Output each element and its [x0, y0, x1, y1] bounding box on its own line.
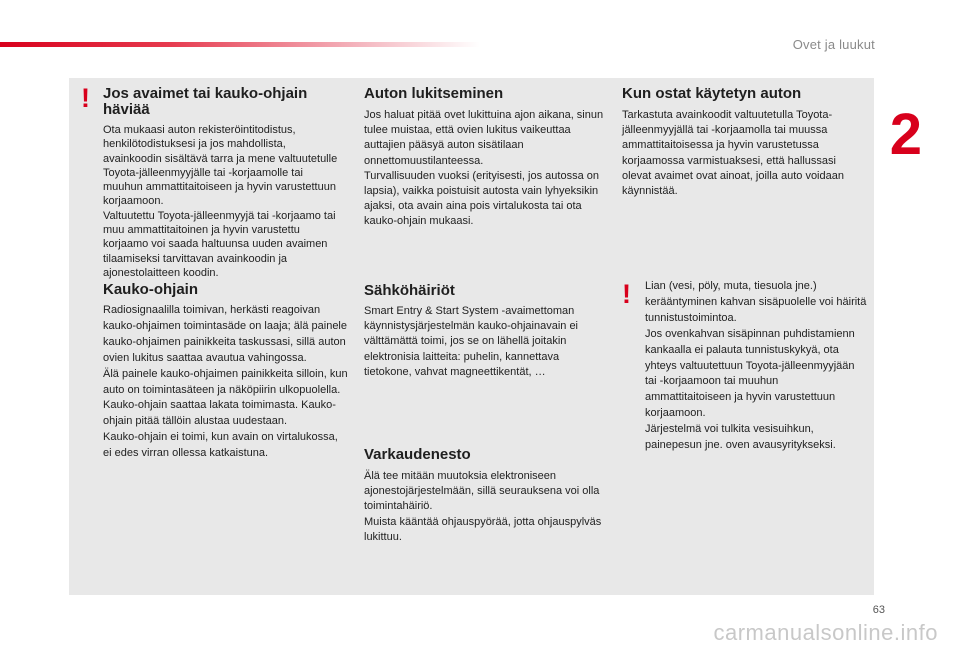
text-remote-control: Radiosignaalilla toimivan, herkästi reagoivan kauko-ohjaimen toimintasäde on laaja; älä painele kauko-ohjaimen painikkeita taskussasi, sillä auton ovien lukitus saattaa avautua vahingossa. Älä painele kauko-ohjaimen painikkeita silloin, kun auto on toimintasäteen ja näköpiirin ulkopuolella. Kauko-ohjain saattaa lakata toimimasta. Kauko-ohjain pitää tällöin alustaa uudestaan. Kauko-ohjain ei toimi, kun avain on virtalukossa, ei edes virran ollessa katkaistuna.: [103, 304, 348, 460]
page-number: 63: [872, 604, 885, 616]
heading-anti-theft: Varkaudenesto: [364, 446, 471, 463]
section-title: Ovet ja luukut: [792, 37, 875, 52]
chapter-number: 2: [889, 102, 922, 167]
warning-icon: !: [622, 279, 631, 309]
text-anti-theft: Älä tee mitään muutoksia elektroniseen ajonestojärjestelmään, sillä seurauksena voi olla toimintahäiriö. Muista kääntää ohjauspyörää, jotta ohjauspylväs lukittuu.: [364, 470, 602, 543]
header-accent-bar: [0, 42, 480, 47]
heading-lost-keys: Jos avaimet tai kauko-ohjain häviää: [103, 85, 308, 118]
text-used-car: Tarkastuta avainkoodit valtuutetulla Toyota-jälleenmyyjällä tai -korjaamolla tai muussa ammattitaitoisessa ja hyvin varustetussa korjaamossa varmistuaksesi, että hallussasi olevat avaimet ovat ainoat, joilla auto voidaan käynnistää.: [622, 109, 844, 198]
text-locking: Jos haluat pitää ovet lukittuina ajon aikana, sinun tulee muistaa, että ovien lukitus vaikeuttaa auttajien pääsyä auton sisätilaan onnettomuustilanteessa. Turvallisuuden vuoksi (erityisesti, jos autossa on lapsia), vaikka poistuisit autosta vain lyhyeksikin ajaksi, ota avain aina pois virtalukosta tai ota kauko-ohjain mukaasi.: [364, 109, 604, 228]
text-lost-keys: Ota mukaasi auton rekisteröintitodistus, henkilötodistuksesi ja jos mahdollista, avainkoodin sisältävä tarra ja mene valtuutetulle Toyota-jälleenmyyjälle tai -korjaamolle tai muuhun ammattitaitoiseen ja hyvin varustettuun korjaamoon. Valtuutettu Toyota-jälleenmyyjä tai -korjaamo tai muu ammattitaitoinen ja hyvin varustettu korjaamo voi saada haltuunsa uuden avaimen tilaamiseksi tarvittavan avainkoodin ja ajonestolaitteen koodin.: [103, 124, 338, 279]
watermark: carmanualsonline.info: [713, 620, 938, 645]
content-panel: [69, 78, 874, 595]
text-handle-dirt: Lian (vesi, pöly, muta, tiesuola jne.) kerääntyminen kahvan sisäpuolelle voi häiritä tunnistustoimintoa. Jos ovenkahvan sisäpinnan puhdistamienn kankaalla ei palauta tunnistuskykyä, ota yhteys valtuutettuun Toyota-jälleenmyyjään tai -korjaamoon tai muuhun ammattitaitoiseen ja hyvin varustettuun korjaamoon. Järjestelmä voi tulkita vesisuihkun, painepesun jne. oven avausyritykseksi.: [645, 280, 867, 452]
text-interference: Smart Entry & Start System -avaimettoman käynnistysjärjestelmän kauko-ohjainavain ei välttämättä toimi, jos se on lähellä joitakin elektronisia laitteita: puhelin, kannettava tietokone, vahvat magneettikentät, …: [364, 305, 579, 378]
heading-used-car: Kun ostat käytetyn auton: [622, 85, 802, 102]
warning-icon: !: [81, 83, 90, 113]
heading-interference: Sähköhäiriöt: [364, 282, 455, 299]
heading-locking: Auton lukitseminen: [364, 85, 504, 102]
heading-remote-control: Kauko-ohjain: [103, 281, 199, 298]
